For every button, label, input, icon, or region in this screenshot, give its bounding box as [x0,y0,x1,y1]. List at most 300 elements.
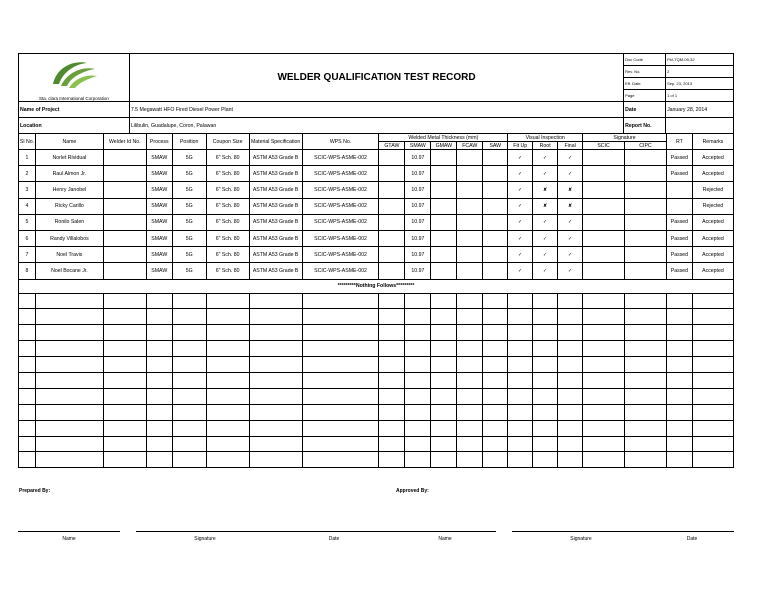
empty-cell [625,357,667,373]
table-row [19,150,734,166]
empty-cell [666,357,692,373]
empty-cell [533,325,558,341]
qualification-record-sheet [18,53,734,468]
empty-cell [172,420,206,436]
empty-cell [583,452,625,468]
eff-date-value: Sep. 23, 2013 [666,78,734,90]
col-position: Position [172,134,206,150]
cell-fcaw [457,182,483,198]
empty-cell [172,309,206,325]
cell-name: Ronilo Salen [35,214,103,230]
cell-final: ✘ [558,198,583,214]
cell-cipc [625,263,667,279]
report-no-label: Report No. [624,118,666,134]
cell-gtaw [379,230,405,246]
doc-code-label: Doc Code [624,54,666,66]
cell-process: SMAW [146,182,172,198]
empty-cell [103,325,146,341]
cell-smaw: 10.97 [405,247,431,263]
empty-cell [583,293,625,309]
company-name: Sta. clara International Corporation [39,96,109,101]
empty-cell [35,293,103,309]
empty-cell [19,357,36,373]
cell-gtaw [379,182,405,198]
empty-cell [533,357,558,373]
cell-fcaw [457,150,483,166]
empty-cell [666,325,692,341]
empty-cell [431,357,457,373]
empty-cell [431,436,457,452]
cell-coupon-size: 6" Sch. 80 [206,150,249,166]
empty-cell [483,452,508,468]
empty-cell [625,404,667,420]
cell-name: Raul Almon Jr. [35,166,103,182]
cell-remarks: Accepted [692,214,733,230]
empty-cell [249,293,302,309]
empty-cell [302,420,379,436]
col-remarks: Remarks [692,134,733,150]
cell-gmaw [431,263,457,279]
page-value: 1 of 1 [666,90,734,102]
cell-final: ✓ [558,214,583,230]
cell-sl-no: 4 [19,198,36,214]
empty-cell [583,309,625,325]
cell-position: 5G [172,166,206,182]
empty-cell [302,388,379,404]
table-row [19,166,734,182]
empty-cell [558,372,583,388]
project-table [18,101,734,134]
col-saw: SAW [483,142,508,150]
empty-cell [508,341,533,357]
empty-cell [19,309,36,325]
empty-row [19,309,734,325]
empty-cell [457,404,483,420]
empty-cell [508,404,533,420]
empty-cell [533,309,558,325]
empty-cell [19,436,36,452]
cell-position: 5G [172,263,206,279]
cell-gmaw [431,198,457,214]
date-label: Date [624,102,666,118]
cell-sl-no: 7 [19,247,36,263]
empty-cell [146,388,172,404]
empty-cell [483,372,508,388]
empty-cell [405,436,431,452]
empty-cell [146,309,172,325]
cell-fit-up: ✓ [508,230,533,246]
empty-cell [379,309,405,325]
prepared-by-label: Prepared By: [19,488,51,494]
col-scic: SCIC [583,142,625,150]
cell-smaw: 10.97 [405,198,431,214]
empty-cell [172,325,206,341]
signature-line [274,531,394,532]
cell-welder-id [103,230,146,246]
cell-wps-no: SCIC-WPS-ASME-002 [302,150,379,166]
empty-cell [692,341,733,357]
cell-coupon-size: 6" Sch. 80 [206,214,249,230]
empty-cell [146,436,172,452]
welder-grid [18,133,734,468]
cell-remarks: Accepted [692,247,733,263]
cell-process: SMAW [146,247,172,263]
empty-cell [625,388,667,404]
empty-cell [666,404,692,420]
cell-cipc [625,182,667,198]
cell-saw [483,263,508,279]
empty-cell [35,436,103,452]
cell-gmaw [431,166,457,182]
empty-cell [249,372,302,388]
cell-remarks: Accepted [692,230,733,246]
empty-cell [457,436,483,452]
empty-cell [379,452,405,468]
cell-remarks: Rejected [692,198,733,214]
empty-row [19,436,734,452]
empty-cell [533,372,558,388]
empty-cell [172,436,206,452]
empty-row [19,341,734,357]
empty-cell [692,325,733,341]
cell-welder-id [103,150,146,166]
cell-smaw: 10.97 [405,263,431,279]
empty-cell [206,309,249,325]
cell-scic [583,198,625,214]
empty-cell [405,388,431,404]
cell-cipc [625,198,667,214]
cell-name: Norlet Rividual [35,150,103,166]
empty-cell [35,420,103,436]
empty-cell [103,372,146,388]
cell-gtaw [379,150,405,166]
empty-cell [692,420,733,436]
empty-cell [508,452,533,468]
empty-cell [35,309,103,325]
empty-cell [103,436,146,452]
empty-row [19,357,734,373]
empty-cell [625,452,667,468]
col-material: Material Specification [249,134,302,150]
empty-cell [146,420,172,436]
empty-cell [431,404,457,420]
empty-cell [172,404,206,420]
empty-cell [379,357,405,373]
cell-coupon-size: 6" Sch. 80 [206,198,249,214]
empty-cell [103,452,146,468]
empty-cell [666,452,692,468]
empty-cell [666,388,692,404]
empty-cell [302,341,379,357]
cell-process: SMAW [146,214,172,230]
cell-fit-up: ✓ [508,263,533,279]
empty-cell [457,341,483,357]
cell-rt: Passed [666,230,692,246]
empty-cell [249,420,302,436]
empty-cell [302,357,379,373]
cell-name: Noel Travis [35,247,103,263]
cell-gtaw [379,198,405,214]
empty-cell [206,325,249,341]
empty-cell [249,436,302,452]
cell-final: ✘ [558,182,583,198]
empty-cell [35,357,103,373]
cell-fcaw [457,230,483,246]
empty-cell [431,293,457,309]
empty-cell [533,452,558,468]
empty-cell [249,404,302,420]
cell-scic [583,247,625,263]
empty-cell [206,452,249,468]
cell-wps-no: SCIC-WPS-ASME-002 [302,214,379,230]
approved-by-label: Approved By: [396,488,429,494]
cell-gmaw [431,247,457,263]
empty-cell [558,452,583,468]
signature-line [394,531,496,532]
cell-material: ASTM A53 Grade B [249,182,302,198]
empty-cell [206,357,249,373]
empty-cell [249,309,302,325]
empty-cell [249,325,302,341]
cell-rt: Passed [666,214,692,230]
empty-cell [692,357,733,373]
cell-final: ✓ [558,150,583,166]
empty-cell [35,372,103,388]
empty-cell [692,436,733,452]
col-smaw: SMAW [405,142,431,150]
empty-cell [457,372,483,388]
cell-process: SMAW [146,198,172,214]
cell-rt: Passed [666,247,692,263]
cell-root: ✘ [533,182,558,198]
col-gmaw: GMAW [431,142,457,150]
doc-code-value: FM-TQM-09-32 [666,54,734,66]
empty-cell [103,420,146,436]
empty-cell [19,293,36,309]
empty-cell [666,372,692,388]
empty-cell [405,325,431,341]
eff-date-label: Eff. Date [624,78,666,90]
project-name-value: 7.5 Megawatt HFO Fired Diesel Power Plant [129,102,623,118]
cell-position: 5G [172,247,206,263]
empty-cell [533,420,558,436]
cell-wps-no: SCIC-WPS-ASME-002 [302,263,379,279]
empty-cell [249,388,302,404]
cell-fit-up: ✓ [508,182,533,198]
empty-cell [302,325,379,341]
cell-coupon-size: 6" Sch. 80 [206,230,249,246]
empty-cell [146,325,172,341]
empty-cell [625,309,667,325]
cell-material: ASTM A53 Grade B [249,230,302,246]
table-row [19,230,734,246]
cell-saw [483,230,508,246]
empty-cell [146,372,172,388]
empty-cell [405,420,431,436]
cell-root: ✓ [533,247,558,263]
empty-cell [692,293,733,309]
header-table [18,53,734,102]
empty-cell [379,341,405,357]
signature-line [18,531,120,532]
empty-cell [405,293,431,309]
col-welder-id: Welder Id No. [103,134,146,150]
empty-cell [172,293,206,309]
empty-cell [103,309,146,325]
cell-process: SMAW [146,263,172,279]
cell-coupon-size: 6" Sch. 80 [206,182,249,198]
empty-cell [508,420,533,436]
empty-cell [625,325,667,341]
signature-line [512,531,650,532]
empty-cell [583,325,625,341]
empty-cell [508,293,533,309]
cell-smaw: 10.97 [405,150,431,166]
empty-cell [625,420,667,436]
page-label: Page [624,90,666,102]
cell-wps-no: SCIC-WPS-ASME-002 [302,247,379,263]
cell-final: ✓ [558,247,583,263]
nothing-follows-row [19,279,734,293]
rev-value: 2 [666,66,734,78]
cell-gmaw [431,230,457,246]
cell-final: ✓ [558,230,583,246]
empty-cell [172,452,206,468]
empty-cell [666,341,692,357]
cell-material: ASTM A53 Grade B [249,263,302,279]
empty-cell [558,309,583,325]
col-group-signature: Signature [583,134,667,142]
cell-fit-up: ✓ [508,198,533,214]
empty-cell [103,388,146,404]
cell-process: SMAW [146,150,172,166]
empty-cell [558,436,583,452]
logo-cell [19,54,130,102]
cell-fcaw [457,263,483,279]
empty-cell [172,372,206,388]
empty-cell [583,436,625,452]
cell-welder-id [103,198,146,214]
cell-cipc [625,230,667,246]
empty-cell [379,325,405,341]
cell-gmaw [431,182,457,198]
cell-position: 5G [172,214,206,230]
empty-cell [483,341,508,357]
empty-cell [558,325,583,341]
empty-cell [405,341,431,357]
empty-cell [508,309,533,325]
empty-cell [508,357,533,373]
empty-row [19,388,734,404]
signature-line [136,531,274,532]
nothing-follows-text: *********Nothing Follows********* [19,279,734,293]
empty-cell [431,341,457,357]
empty-cell [103,357,146,373]
cell-smaw: 10.97 [405,182,431,198]
cell-remarks: Accepted [692,166,733,182]
empty-cell [172,357,206,373]
empty-cell [379,420,405,436]
cell-name: Ricky Carillo [35,198,103,214]
cell-smaw: 10.97 [405,166,431,182]
report-no-value [666,118,734,134]
empty-cell [431,420,457,436]
cell-root: ✓ [533,263,558,279]
empty-cell [431,388,457,404]
empty-cell [508,325,533,341]
empty-cell [35,325,103,341]
signature-line [650,531,734,532]
cell-root: ✓ [533,214,558,230]
cell-cipc [625,247,667,263]
empty-cell [405,372,431,388]
empty-cell [249,341,302,357]
cell-fcaw [457,214,483,230]
cell-gtaw [379,247,405,263]
col-rt: RT [666,134,692,150]
table-row [19,182,734,198]
cell-welder-id [103,214,146,230]
cell-saw [483,198,508,214]
col-wps-no: WPS No. [302,134,379,150]
empty-cell [302,293,379,309]
empty-cell [692,388,733,404]
cell-material: ASTM A53 Grade B [249,166,302,182]
empty-cell [146,293,172,309]
cell-saw [483,247,508,263]
col-gtaw: GTAW [379,142,405,150]
empty-cell [19,404,36,420]
cell-position: 5G [172,182,206,198]
cell-coupon-size: 6" Sch. 80 [206,263,249,279]
cell-material: ASTM A53 Grade B [249,214,302,230]
empty-cell [483,420,508,436]
cell-gtaw [379,166,405,182]
table-row [19,263,734,279]
empty-cell [533,436,558,452]
empty-cell [172,388,206,404]
empty-cell [457,452,483,468]
empty-cell [206,293,249,309]
cell-sl-no: 6 [19,230,36,246]
col-root: Root [533,142,558,150]
empty-cell [583,372,625,388]
empty-cell [302,309,379,325]
cell-gmaw [431,150,457,166]
cell-rt [666,198,692,214]
cell-sl-no: 8 [19,263,36,279]
cell-scic [583,214,625,230]
cell-scic [583,150,625,166]
empty-cell [483,293,508,309]
empty-cell [431,309,457,325]
empty-cell [405,404,431,420]
empty-cell [483,357,508,373]
prepared-signature-caption: Signature [194,536,216,542]
empty-cell [35,404,103,420]
cell-smaw: 10.97 [405,214,431,230]
approved-name-caption: Name [438,536,452,542]
empty-cell [302,404,379,420]
col-coupon-size: Coupon Size [206,134,249,150]
cell-scic [583,230,625,246]
empty-cell [431,325,457,341]
cell-fcaw [457,198,483,214]
date-value: January 28, 2014 [666,102,734,118]
empty-cell [249,357,302,373]
cell-material: ASTM A53 Grade B [249,150,302,166]
cell-process: SMAW [146,230,172,246]
